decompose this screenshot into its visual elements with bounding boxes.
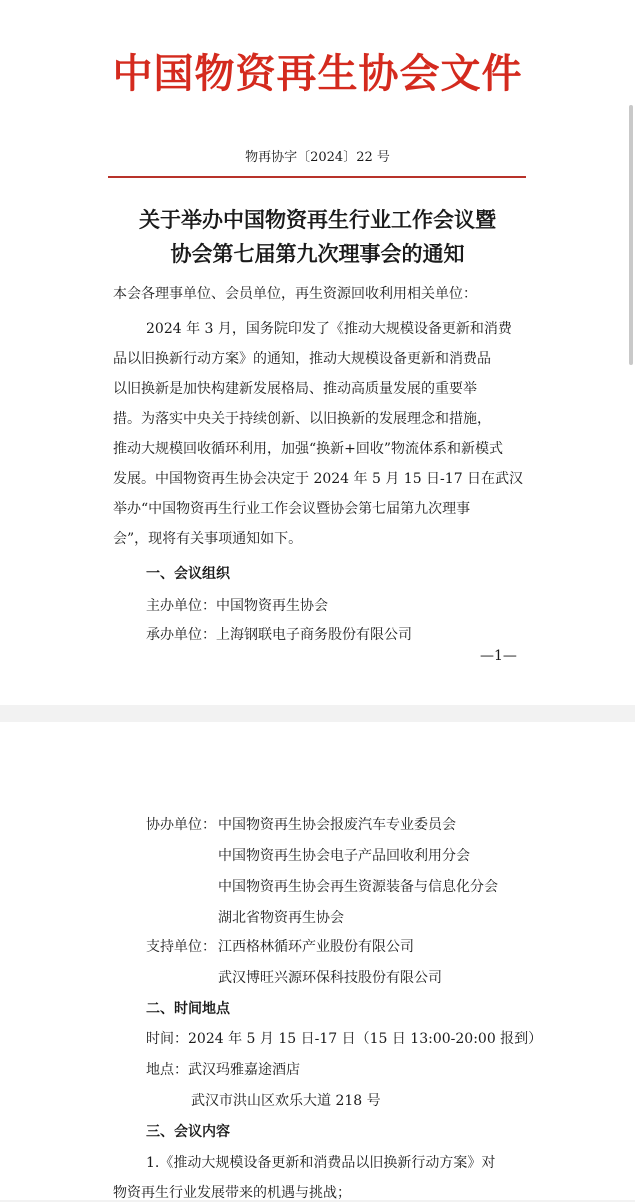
- paragraph-line: 以旧换新是加快构建新发展格局、推动高质量发展的重要举: [113, 381, 477, 397]
- paragraph-line: 推动大规模回收循环利用，加强“换新+回收”物流体系和新模式: [113, 441, 504, 457]
- notice-title: [0, 203, 635, 271]
- organizer-label: 承办单位：: [146, 627, 216, 643]
- paragraph-line: 发展。中国物资再生协会决定于 2024 年 5 月 15 日-17 日在武汉: [113, 471, 524, 487]
- paragraph-line: 2024 年 3 月，国务院印发了《推动大规模设备更新和消费: [146, 321, 512, 337]
- content-item-line: 1.《推动大规模设备更新和消费品以旧换新行动方案》对: [146, 1155, 496, 1171]
- section-heading: 二、时间地点: [146, 1001, 230, 1017]
- host-label: 主办单位：: [146, 598, 216, 614]
- document-page-2: [0, 722, 635, 1200]
- venue-row: [146, 1059, 300, 1079]
- co-organizer-item: 中国物资再生协会再生资源装备与信息化分会: [218, 879, 498, 895]
- section-heading: 三、会议内容: [146, 1124, 230, 1140]
- salutation: 本会各理事单位、会员单位，再生资源回收利用相关单位：: [113, 286, 477, 302]
- notice-title-line: 协会第七届第九次理事会的通知: [170, 241, 465, 266]
- red-divider: [108, 176, 526, 178]
- co-organizer-item: 中国物资再生协会报废汽车专业委员会: [218, 817, 456, 833]
- section-heading: 一、会议组织: [146, 566, 230, 582]
- time-label: 时间：: [146, 1031, 188, 1047]
- org-header-title: 中国物资再生协会文件: [112, 50, 523, 97]
- co-organizer-item: 湖北省物资再生协会: [218, 910, 344, 926]
- paragraph-line: 品以旧换新行动方案》的通知，推动大规模设备更新和消费品: [113, 351, 491, 367]
- organizer-value: 上海钢联电子商务股份有限公司: [216, 627, 412, 643]
- venue-address: 武汉市洪山区欢乐大道 218 号: [191, 1093, 381, 1109]
- content-item-line: 物资再生行业发展带来的机遇与挑战；: [113, 1185, 351, 1201]
- doc-number: 物再协字〔2024〕22 号: [245, 150, 390, 165]
- paragraph-line: 会”，现将有关事项通知如下。: [113, 531, 303, 547]
- host-value: 中国物资再生协会: [216, 598, 328, 614]
- paragraph-line: 措。为落实中央关于持续创新、以旧换新的发展理念和措施，: [113, 411, 491, 427]
- supporter-item: 江西格林循环产业股份有限公司: [218, 939, 414, 955]
- notice-title-line: 关于举办中国物资再生行业工作会议暨: [139, 207, 496, 232]
- supporter-label: 支持单位：: [146, 939, 216, 955]
- scrollbar[interactable]: [629, 105, 633, 365]
- page-number: —1—: [480, 648, 517, 664]
- organizer-row: [146, 624, 412, 644]
- venue-label: 地点：: [146, 1062, 188, 1078]
- venue-name: 武汉玛雅嘉途酒店: [188, 1062, 300, 1078]
- host-row: [146, 595, 328, 615]
- time-row: [146, 1028, 542, 1048]
- co-organizer-label: 协办单位：: [146, 817, 216, 833]
- supporter-item: 武汉博旺兴源环保科技股份有限公司: [218, 970, 442, 986]
- paragraph-line: 举办“中国物资再生行业工作会议暨协会第七届第九次理事: [113, 501, 471, 517]
- co-organizer-item: 中国物资再生协会电子产品回收利用分会: [218, 848, 470, 864]
- time-value: 2024 年 5 月 15 日-17 日（15 日 13:00-20:00 报到）: [188, 1031, 543, 1047]
